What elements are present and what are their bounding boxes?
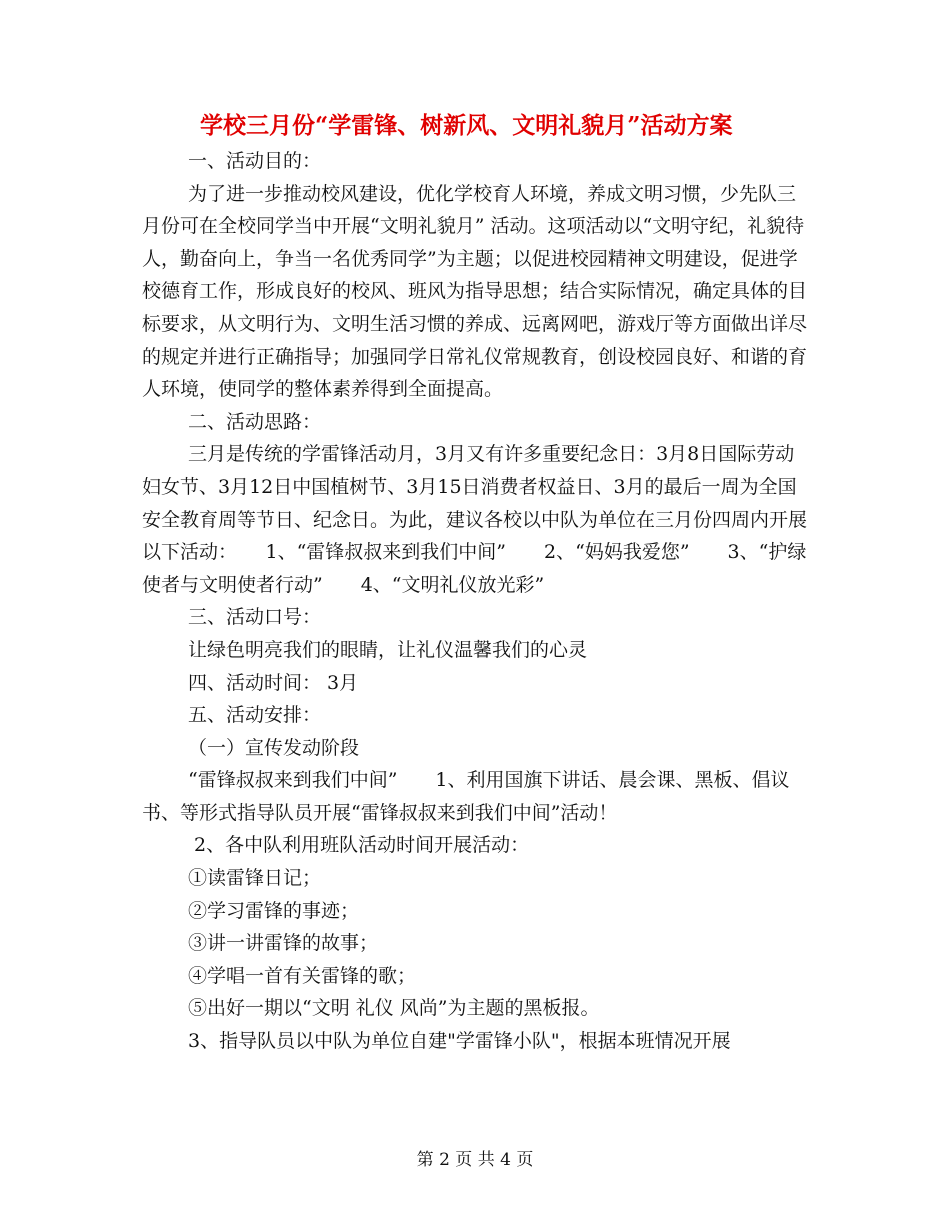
paragraph-publicity: “雷锋叔叔来到我们中间” 1、利用国旗下讲话、晨会课、黑板、倡议书、等形式指导队员开展“雷锋叔叔来到我们中间”活动！ (142, 769, 790, 824)
document-body (142, 145, 810, 1058)
list-item: ④学唱一首有关雷锋的歌； (188, 964, 417, 987)
subsection-heading-publicity: （一）宣传发动阶段 (188, 736, 360, 759)
section-heading-purpose: 一、活动目的： (188, 150, 322, 172)
section-heading-arrangement: 五、活动安排： (188, 704, 322, 727)
paragraph-slogan: 让绿色明亮我们的眼睛，让礼仪温馨我们的心灵 (188, 638, 588, 661)
section-heading-approach: 二、活动思路： (188, 410, 322, 433)
document-title: 学校三月份“学雷锋、树新风、文明礼貌月”活动方案 (200, 112, 733, 139)
paragraph-class-activity: 2、各中队利用班队活动时间开展活动： (188, 834, 530, 857)
section-heading-slogan: 三、活动口号： (188, 606, 322, 629)
list-item: ②学习雷锋的事迹； (188, 899, 360, 922)
list-item: ⑤出好一期以“文明 礼仪 风尚”为主题的黑板报。 (188, 997, 600, 1020)
page-footer: 第 2 页 共 4 页 (416, 1150, 534, 1170)
list-item: ①读雷锋日记； (188, 867, 322, 890)
paragraph-approach: 三月是传统的学雷锋活动月，3月又有许多重要纪念日：3月8日国际劳动妇女节、3月12日中国植树节、3月15日消费者权益日、3月的最后一周为全国安全教育周等节日、纪念日。为此，建议各校以中队为单位在三月份四周内开展以下活动： 1、“雷锋叔叔来到我们中间” 2、“妈妈我爱您” 3、“护绿使者与文明使者行动” 4、“文明礼仪放光彩” (142, 443, 808, 596)
section-heading-time: 四、活动时间： 3月 (188, 671, 359, 694)
list-item: ③讲一讲雷锋的故事； (188, 932, 379, 955)
paragraph-team-building: 3、指导队员以中队为单位自建"学雷锋小队"，根据本班情况开展 (188, 1030, 731, 1053)
paragraph-purpose: 为了进一步推动校风建设，优化学校育人环境，养成文明习惯，少先队三月份可在全校同学当中开展“文明礼貌月” 活动。这项活动以“文明守纪，礼貌待人，勤奋向上，争当一名优秀同学”为主题；以促进校园精神文明建设，促进学校德育工作，形成良好的校风、班风为指导思想；结合实际情况，确定具体的目标要求，从文明行为、文明生活习惯的养成、远离网吧，游戏厅等方面做出详尽的规定并进行正确指导；加强同学日常礼仪常规教育，创设校园良好、和谐的育人环境，使同学的整体素养得到全面提高。 (142, 182, 808, 401)
